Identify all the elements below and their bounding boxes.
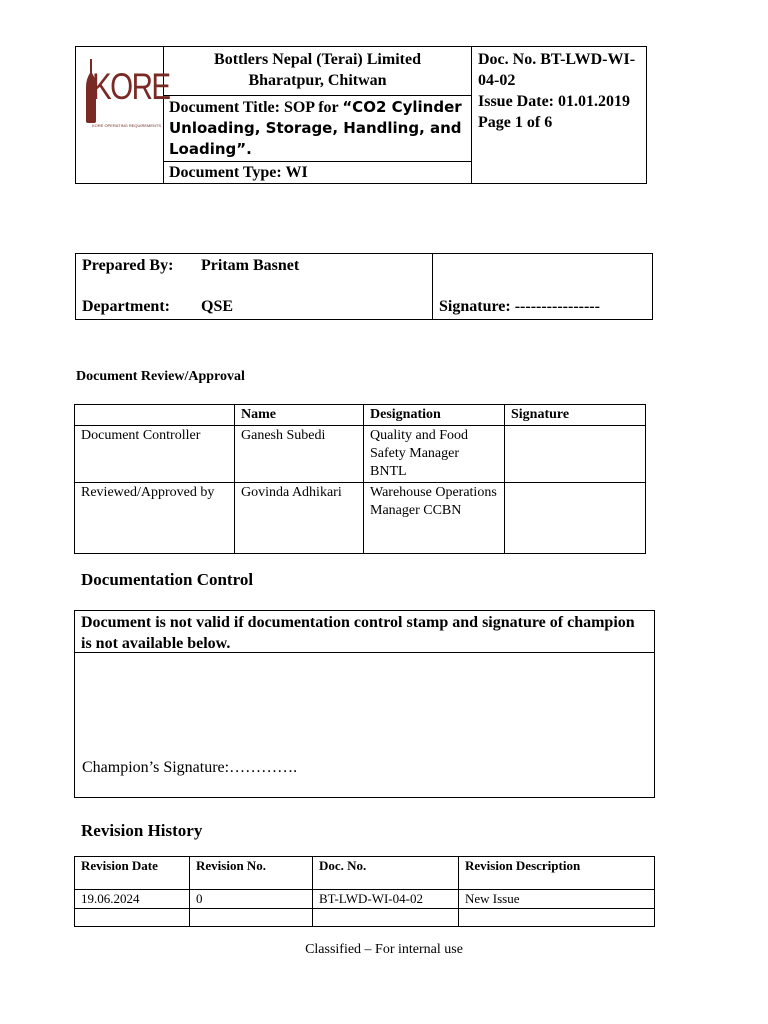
revision-description	[459, 909, 655, 927]
review-role: Reviewed/Approved by	[75, 483, 235, 554]
company-logo	[76, 47, 170, 184]
table-row	[75, 483, 646, 554]
review-name: Ganesh Subedi	[235, 426, 364, 483]
revision-col-date: Revision Date	[75, 857, 190, 890]
signature-label: Signature: ----------------	[439, 298, 600, 315]
logo-subtext: KORE OPERATING REQUIREMENTS	[92, 123, 162, 128]
department-value: QSE	[201, 298, 234, 315]
review-col-signature: Signature	[505, 405, 646, 426]
table-row	[75, 909, 655, 927]
revision-description: New Issue	[459, 890, 655, 909]
review-signature	[505, 426, 646, 483]
prepared-by-table	[75, 253, 653, 320]
company-name: Bottlers Nepal (Terai) Limited	[214, 51, 421, 68]
revision-history-table	[74, 856, 655, 927]
revision-date	[75, 909, 190, 927]
documentation-control-warning: Document is not valid if documentation control stamp and signature of champion is not available below.	[75, 611, 654, 653]
prepared-by-value: Pritam Basnet	[201, 257, 300, 274]
prepared-by-label: Prepared By:	[82, 257, 174, 274]
documentation-control-box	[74, 610, 655, 798]
table-row	[75, 890, 655, 909]
company-location: Bharatpur, Chitwan	[248, 72, 387, 89]
review-role: Document Controller	[75, 426, 235, 483]
revision-doc	[313, 909, 459, 927]
review-designation: Quality and Food Safety Manager BNTL	[364, 426, 505, 483]
doc-info-cell	[472, 47, 647, 184]
revision-no: 0	[190, 890, 313, 909]
document-header-table	[75, 46, 647, 184]
page-number: Page 1 of 6	[478, 114, 553, 131]
champion-signature: Champion’s Signature:………….	[82, 759, 298, 776]
revision-doc: BT-LWD-WI-04-02	[313, 890, 459, 909]
revision-date: 19.06.2024	[75, 890, 190, 909]
review-designation: Warehouse Operations Manager CCBN	[364, 483, 505, 554]
review-col-name: Name	[235, 405, 364, 426]
review-name: Govinda Adhikari	[235, 483, 364, 554]
document-title-main: “CO2 Cylinder Unloading, Storage, Handling, and Loading”.	[169, 98, 462, 158]
document-title	[164, 96, 472, 162]
review-heading: Document Review/Approval	[76, 369, 245, 384]
document-type: Document Type: WI	[164, 162, 472, 184]
revision-no	[190, 909, 313, 927]
logo-text: KORE	[92, 66, 170, 107]
revision-col-no: Revision No.	[190, 857, 313, 890]
prepared-info-cell	[76, 254, 433, 320]
footer-classification: Classified – For internal use	[305, 942, 463, 957]
revision-col-doc: Doc. No.	[313, 857, 459, 890]
table-row	[75, 426, 646, 483]
signature-cell	[433, 254, 653, 320]
review-col-designation: Designation	[364, 405, 505, 426]
doc-number: Doc. No. BT-LWD-WI-04-02	[478, 51, 636, 89]
revision-history-heading: Revision History	[81, 821, 203, 840]
issue-date: Issue Date: 01.01.2019	[478, 93, 630, 110]
documentation-control-heading: Documentation Control	[81, 570, 254, 589]
department-label: Department:	[82, 298, 170, 315]
review-approval-table	[74, 404, 646, 554]
document-title-prefix: Document Title: SOP for	[169, 99, 343, 116]
company-cell	[164, 47, 472, 96]
revision-col-description: Revision Description	[459, 857, 655, 890]
review-col-role	[75, 405, 235, 426]
review-signature	[505, 483, 646, 554]
